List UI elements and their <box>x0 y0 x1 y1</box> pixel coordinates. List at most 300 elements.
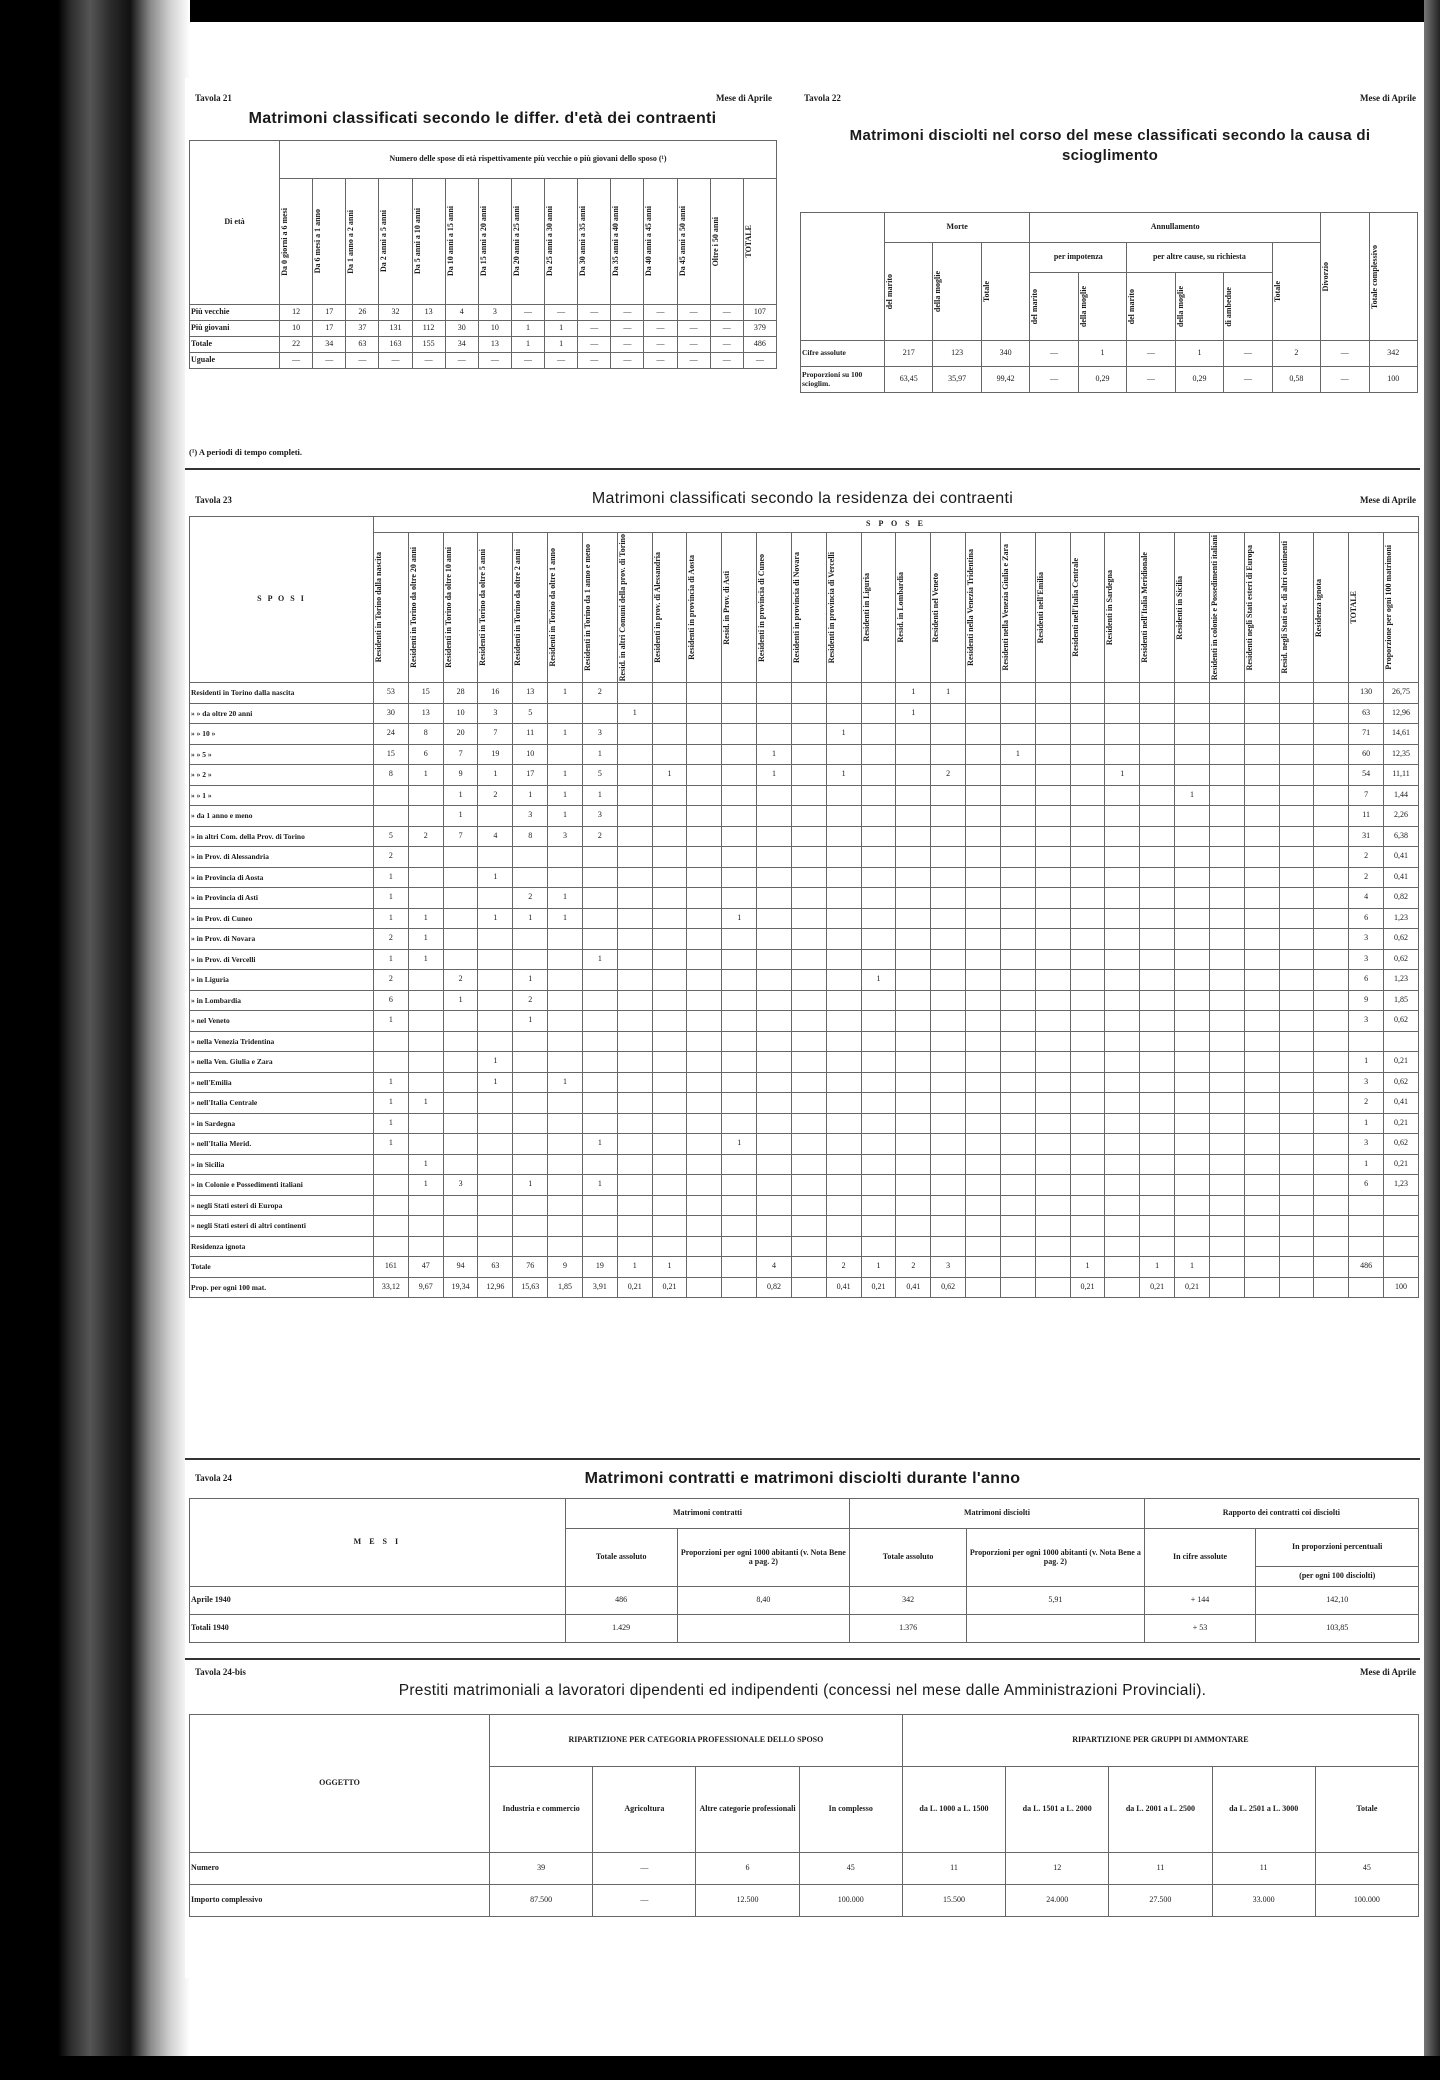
table-cell <box>826 1216 861 1237</box>
table-cell: 15 <box>374 744 409 765</box>
table-cell <box>1000 826 1035 847</box>
table-cell <box>1070 888 1105 909</box>
row-label: Proporzioni su 100 scioglim. <box>801 367 885 393</box>
table-cell <box>931 908 966 929</box>
table-cell <box>757 1175 792 1196</box>
table-cell: 22 <box>280 337 313 353</box>
table-cell <box>757 806 792 827</box>
table-cell: 100 <box>1384 1277 1419 1298</box>
table-cell: — <box>280 353 313 369</box>
table-cell <box>652 806 687 827</box>
column-header <box>861 533 896 683</box>
col-total-abs-2: Totale assoluto <box>850 1529 967 1587</box>
table-cell <box>931 929 966 950</box>
table-cell <box>896 826 931 847</box>
table-cell <box>826 683 861 704</box>
table-title: Matrimoni disciolti nel corso del mese classificati secondo la causa di scioglimento <box>849 127 1371 165</box>
table-cell: 1 <box>374 1113 409 1134</box>
table-cell <box>652 1216 687 1237</box>
table-cell: 45 <box>1315 1853 1418 1885</box>
table-cell <box>443 1093 478 1114</box>
row-label: Residenti in Torino dalla nascita <box>190 683 374 704</box>
table-cell <box>1314 785 1349 806</box>
scan-right-border <box>1424 0 1440 2080</box>
table-cell <box>1105 1277 1140 1298</box>
row-label: » in Prov. di Vercelli <box>190 949 374 970</box>
table-cell <box>582 847 617 868</box>
table-cell <box>1000 1031 1035 1052</box>
col-percent: In proporzioni percentuali <box>1256 1529 1419 1567</box>
table-cell <box>1000 1134 1035 1155</box>
table-cell: 1 <box>1078 341 1126 367</box>
table-cell: 1 <box>757 765 792 786</box>
table-cell: 10 <box>443 703 478 724</box>
table-cell <box>1314 1052 1349 1073</box>
table-cell <box>652 785 687 806</box>
table-cell <box>652 1011 687 1032</box>
table-cell <box>1209 990 1244 1011</box>
table-cell <box>1244 1195 1279 1216</box>
table-cell <box>791 765 826 786</box>
row-label: » in Sicilia <box>190 1154 374 1175</box>
table-cell <box>861 785 896 806</box>
table-cell: 19 <box>582 1257 617 1278</box>
row-label: » in Provincia di Aosta <box>190 867 374 888</box>
table-cell <box>966 847 1001 868</box>
table-cell <box>1279 949 1314 970</box>
table-cell <box>1140 785 1175 806</box>
table-cell <box>408 1236 443 1257</box>
row-label: Residenza ignota <box>190 1236 374 1257</box>
table-cell <box>1244 744 1279 765</box>
table-cell <box>896 1072 931 1093</box>
table-cell <box>1314 1195 1349 1216</box>
table-cell <box>617 1093 652 1114</box>
table-cell <box>1035 1093 1070 1114</box>
table-cell <box>1244 1072 1279 1093</box>
table-cell <box>931 970 966 991</box>
age-difference-table <box>189 140 777 369</box>
table-cell <box>1244 785 1279 806</box>
table-cell <box>1035 1277 1070 1298</box>
column-header <box>1105 533 1140 683</box>
table-cell <box>1175 1031 1210 1052</box>
table-cell <box>1105 1052 1140 1073</box>
table-cell <box>687 765 722 786</box>
table-row <box>190 1031 1419 1052</box>
table-cell: 1 <box>861 970 896 991</box>
table-cell: 1,23 <box>1384 970 1419 991</box>
table-cell: — <box>644 321 677 337</box>
table-cell: 6 <box>1349 1175 1384 1196</box>
table-cell <box>896 1175 931 1196</box>
table-cell <box>1105 888 1140 909</box>
table-cell <box>931 888 966 909</box>
table-cell <box>617 1216 652 1237</box>
table-cell <box>548 867 583 888</box>
table-cell: 1 <box>513 1175 548 1196</box>
table-cell: 2 <box>443 970 478 991</box>
table-cell <box>687 990 722 1011</box>
table-cell <box>408 1195 443 1216</box>
table-cell <box>826 949 861 970</box>
table-cell: 8,40 <box>677 1587 850 1615</box>
table-cell <box>1105 1236 1140 1257</box>
table-cell: 3 <box>443 1175 478 1196</box>
month-label: Mese di Aprile <box>1360 1667 1416 1677</box>
table-cell: 11,11 <box>1384 765 1419 786</box>
table-row <box>190 1587 1419 1615</box>
table-cell <box>791 929 826 950</box>
table-cell <box>791 826 826 847</box>
table-cell <box>652 888 687 909</box>
table-cell: 12 <box>280 305 313 321</box>
table-cell <box>861 1113 896 1134</box>
table-cell <box>582 1154 617 1175</box>
table-cell <box>722 785 757 806</box>
table-cell <box>1000 1093 1035 1114</box>
table-cell: 63 <box>478 1257 513 1278</box>
table-cell: 163 <box>379 337 412 353</box>
table-cell <box>791 1011 826 1032</box>
table-cell: 1 <box>548 1072 583 1093</box>
column-header-label: In complesso <box>828 1804 873 1814</box>
table-row <box>190 1113 1419 1134</box>
table-cell: 2 <box>1272 341 1320 367</box>
table-cell <box>652 1195 687 1216</box>
annual-marriages-table <box>189 1498 1419 1643</box>
table-cell <box>687 1216 722 1237</box>
table-cell <box>826 1154 861 1175</box>
row-label: Importo complessivo <box>190 1885 490 1917</box>
table-cell <box>722 1216 757 1237</box>
column-header-label: Residenti in prov. di Alessandria <box>652 552 662 663</box>
table-cell: 0,21 <box>861 1277 896 1298</box>
table-cell <box>1244 970 1279 991</box>
table-cell <box>826 1072 861 1093</box>
table-cell: 13 <box>412 305 445 321</box>
table-cell <box>966 1072 1001 1093</box>
table-cell <box>1175 826 1210 847</box>
table-cell: 11 <box>902 1853 1005 1885</box>
table-cell <box>966 765 1001 786</box>
table-cell <box>582 1072 617 1093</box>
row-label: Numero <box>190 1853 490 1885</box>
column-header-label: Da 6 mesi a 1 anno <box>313 209 323 274</box>
table-cell: 1 <box>443 990 478 1011</box>
column-header <box>1349 533 1384 683</box>
table-cell: 1 <box>408 949 443 970</box>
column-header-label: da L. 1501 a L. 2000 <box>1022 1804 1092 1814</box>
table-cell <box>757 1072 792 1093</box>
table-cell <box>1035 1113 1070 1134</box>
table-cell: 1 <box>931 683 966 704</box>
group-header: Numero delle spose di età rispettivamente più vecchie o più giovani dello sposo (¹) <box>280 141 777 179</box>
table-cell <box>1209 724 1244 745</box>
column-header-label: Da 15 anni a 20 anni <box>478 206 488 277</box>
table-cell <box>757 867 792 888</box>
table-cell <box>1000 806 1035 827</box>
table-cell <box>1035 1154 1070 1175</box>
table-cell <box>1000 1175 1035 1196</box>
table-cell: 3 <box>582 724 617 745</box>
document-page <box>185 78 1420 1978</box>
column-header-label: Da 1 anno a 2 anni <box>346 209 356 274</box>
table-cell: 6 <box>1349 970 1384 991</box>
table-cell <box>1000 1257 1035 1278</box>
table-cell <box>966 1052 1001 1073</box>
table-cell <box>548 703 583 724</box>
table-cell <box>1070 1052 1105 1073</box>
table-cell <box>1175 929 1210 950</box>
table-cell <box>1000 1113 1035 1134</box>
table-cell <box>1349 1277 1384 1298</box>
column-header <box>931 533 966 683</box>
table-cell: 4 <box>1349 888 1384 909</box>
table-cell <box>1070 929 1105 950</box>
table-cell: 54 <box>1349 765 1384 786</box>
column-header-label: Residenti negli Stati esteri di Europa <box>1244 544 1254 671</box>
column-header <box>443 533 478 683</box>
table-cell <box>757 724 792 745</box>
table-cell: 63 <box>346 337 379 353</box>
table-cell <box>896 724 931 745</box>
table-cell <box>1070 826 1105 847</box>
column-header <box>374 533 409 683</box>
table-cell <box>896 806 931 827</box>
table-cell <box>1279 1134 1314 1155</box>
table-24 <box>185 1470 1420 1680</box>
dissolved-marriages-table <box>800 212 1418 393</box>
table-cell <box>1175 888 1210 909</box>
table-cell <box>1209 1216 1244 1237</box>
table-cell: 1 <box>548 888 583 909</box>
scan-binding-shadow <box>0 0 190 2080</box>
table-cell <box>652 908 687 929</box>
col-proportion: Proporzioni per ogni 1000 abitanti (v. Nota Bene a pag. 2) <box>677 1529 850 1587</box>
table-cell: — <box>511 305 544 321</box>
column-header <box>1070 533 1105 683</box>
col-imp-husband: del marito <box>1030 288 1040 325</box>
table-cell <box>478 1113 513 1134</box>
row-label: » nel Veneto <box>190 1011 374 1032</box>
table-cell <box>1140 703 1175 724</box>
column-header <box>548 533 583 683</box>
table-row <box>190 1052 1419 1073</box>
table-cell <box>374 1236 409 1257</box>
table-cell <box>1105 703 1140 724</box>
table-cell: 1 <box>1105 765 1140 786</box>
table-cell <box>582 1052 617 1073</box>
table-cell <box>513 1154 548 1175</box>
table-cell <box>1314 949 1349 970</box>
table-cell <box>757 908 792 929</box>
table-cell <box>1244 908 1279 929</box>
table-cell <box>1070 970 1105 991</box>
table-cell: 60 <box>1349 744 1384 765</box>
table-cell <box>374 1175 409 1196</box>
table-cell <box>1175 908 1210 929</box>
column-header <box>1175 533 1210 683</box>
divider <box>185 468 1420 470</box>
table-cell <box>791 1134 826 1155</box>
column-header <box>490 1767 593 1853</box>
table-cell <box>687 908 722 929</box>
row-label: » nell'Italia Merid. <box>190 1134 374 1155</box>
table-cell: 2 <box>1349 847 1384 868</box>
table-cell <box>931 1134 966 1155</box>
table-cell <box>1314 990 1349 1011</box>
table-cell: 2 <box>1349 867 1384 888</box>
table-cell: 9,67 <box>408 1277 443 1298</box>
table-cell <box>966 1257 1001 1278</box>
table-title: Matrimoni classificati secondo la residenza dei contraenti <box>591 490 1014 507</box>
table-cell <box>757 1154 792 1175</box>
table-cell <box>582 1031 617 1052</box>
table-cell <box>1279 867 1314 888</box>
table-cell <box>826 1195 861 1216</box>
table-cell <box>722 990 757 1011</box>
table-cell: — <box>611 353 644 369</box>
table-cell <box>1035 1052 1070 1073</box>
table-cell <box>408 1072 443 1093</box>
table-cell <box>1279 1175 1314 1196</box>
table-cell: 2,26 <box>1384 806 1419 827</box>
table-cell: 0,62 <box>1384 929 1419 950</box>
table-cell <box>757 1031 792 1052</box>
table-cell: 130 <box>1349 683 1384 704</box>
table-row <box>801 367 1418 393</box>
table-cell: 1 <box>513 970 548 991</box>
table-cell <box>1105 908 1140 929</box>
table-cell <box>1105 1072 1140 1093</box>
table-cell <box>1349 1236 1384 1257</box>
table-cell <box>582 867 617 888</box>
table-cell <box>478 1216 513 1237</box>
table-cell <box>826 1093 861 1114</box>
table-cell: 1 <box>652 765 687 786</box>
table-cell <box>1000 683 1035 704</box>
table-cell <box>1070 724 1105 745</box>
table-cell <box>757 826 792 847</box>
table-cell: 3 <box>931 1257 966 1278</box>
table-cell <box>652 1134 687 1155</box>
table-cell <box>896 1093 931 1114</box>
table-cell <box>1035 1257 1070 1278</box>
column-header-label: Residenti nella Venezia Tridentina <box>966 549 976 666</box>
table-cell: 45 <box>799 1853 902 1885</box>
table-label: Tavola 21 <box>195 93 232 103</box>
table-cell: 26,75 <box>1384 683 1419 704</box>
table-cell <box>1140 970 1175 991</box>
table-cell <box>478 1175 513 1196</box>
table-cell <box>966 826 1001 847</box>
table-cell: 0,82 <box>757 1277 792 1298</box>
table-cell <box>1000 765 1035 786</box>
table-cell <box>1314 1134 1349 1155</box>
table-cell <box>582 1216 617 1237</box>
table-cell <box>722 765 757 786</box>
table-cell <box>861 703 896 724</box>
table-cell <box>478 1031 513 1052</box>
table-cell <box>443 1052 478 1073</box>
table-cell <box>548 1195 583 1216</box>
table-cell: 3 <box>1349 929 1384 950</box>
table-row <box>190 703 1419 724</box>
table-cell <box>1140 888 1175 909</box>
table-cell <box>722 888 757 909</box>
table-cell: — <box>1321 341 1369 367</box>
table-cell <box>722 867 757 888</box>
table-cell <box>1140 1154 1175 1175</box>
table-cell: 100.000 <box>1315 1885 1418 1917</box>
table-cell <box>826 970 861 991</box>
table-cell <box>548 929 583 950</box>
table-cell: 3 <box>1349 1134 1384 1155</box>
table-row <box>190 888 1419 909</box>
table-label: Tavola 22 <box>804 93 841 103</box>
table-cell: 15 <box>408 683 443 704</box>
table-cell <box>374 1031 409 1052</box>
table-cell <box>1314 1277 1349 1298</box>
table-cell <box>582 908 617 929</box>
column-header-label: Altre categorie professionali <box>699 1804 796 1814</box>
table-cell <box>1209 1052 1244 1073</box>
table-cell: 2 <box>374 970 409 991</box>
table-cell: 10 <box>280 321 313 337</box>
table-cell: 3,91 <box>582 1277 617 1298</box>
table-cell: 17 <box>313 305 346 321</box>
table-cell <box>1279 1113 1314 1134</box>
table-cell: 33.000 <box>1212 1885 1315 1917</box>
table-cell <box>1244 1236 1279 1257</box>
table-cell <box>687 703 722 724</box>
table-cell <box>1105 929 1140 950</box>
table-cell <box>652 1175 687 1196</box>
column-header-label: Agricoltura <box>624 1804 665 1814</box>
footnote: (¹) A periodi di tempo completi. <box>189 447 303 457</box>
table-cell: 1 <box>582 949 617 970</box>
residence-table <box>189 516 1419 1298</box>
table-cell <box>931 724 966 745</box>
table-cell <box>652 949 687 970</box>
table-cell <box>1035 1216 1070 1237</box>
table-cell: 1 <box>548 785 583 806</box>
table-cell <box>687 1134 722 1155</box>
table-cell <box>687 1031 722 1052</box>
table-cell <box>966 724 1001 745</box>
table-cell <box>1105 970 1140 991</box>
table-cell <box>1244 806 1279 827</box>
table-cell <box>1175 990 1210 1011</box>
table-cell <box>548 1113 583 1134</box>
table-cell <box>861 1154 896 1175</box>
table-cell <box>687 806 722 827</box>
table-cell <box>1314 724 1349 745</box>
table-cell <box>896 1134 931 1155</box>
table-cell <box>1000 970 1035 991</box>
table-cell <box>1279 785 1314 806</box>
column-header-label: Residenti in Liguria <box>861 573 871 642</box>
table-cell: 3 <box>582 806 617 827</box>
table-cell: — <box>743 353 776 369</box>
table-cell: 87.500 <box>490 1885 593 1917</box>
table-cell <box>966 970 1001 991</box>
table-cell <box>826 703 861 724</box>
table-cell <box>513 847 548 868</box>
row-label: » negli Stati esteri di Europa <box>190 1195 374 1216</box>
table-cell: — <box>346 353 379 369</box>
